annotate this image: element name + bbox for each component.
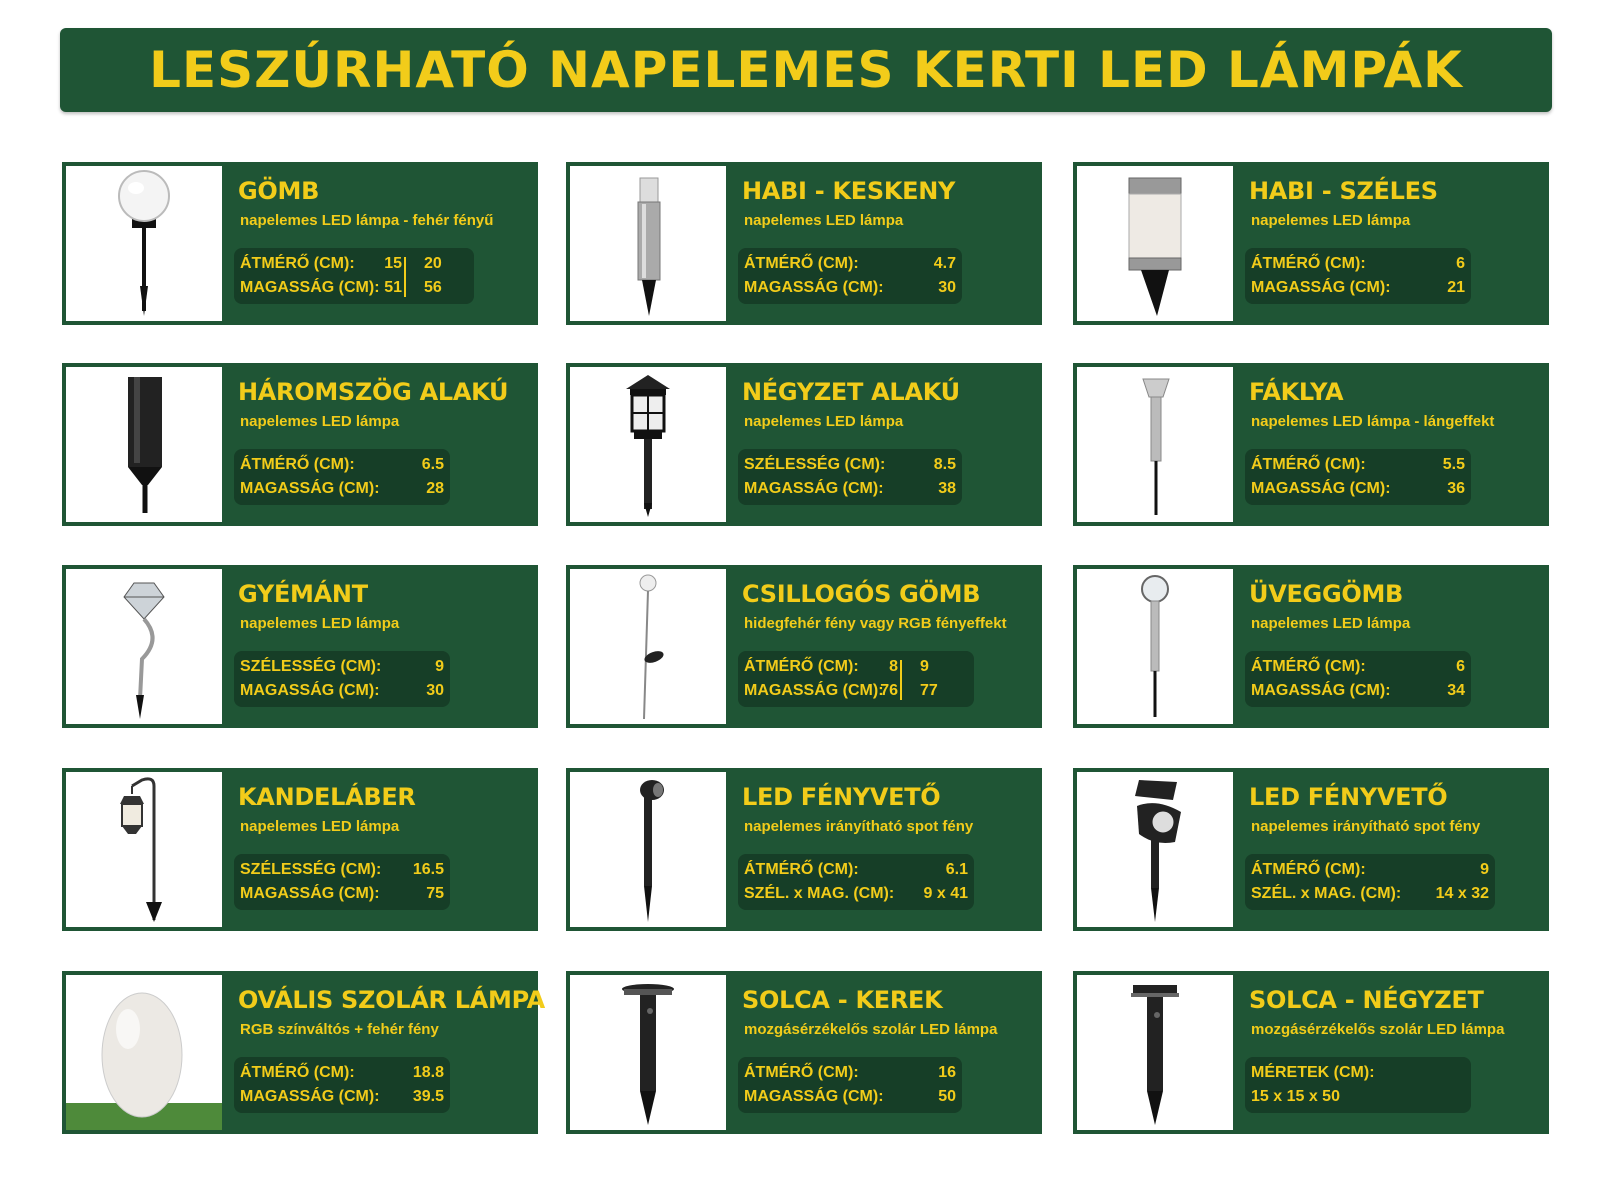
spec-label: ÁTMÉRŐ (CM):: [1251, 861, 1366, 878]
spec-value: 14 x 32: [1435, 885, 1489, 902]
spec-label: MÉRETEK (CM):: [1251, 1064, 1375, 1081]
spec-row: [744, 453, 956, 477]
product-image: [1077, 569, 1233, 724]
spec-value: 18.8: [412, 1064, 444, 1081]
product-name: LED FÉNYVETŐ: [742, 783, 941, 811]
product-card: [62, 768, 538, 931]
spec-value: 9 x 41: [923, 885, 968, 902]
spec-box: [738, 248, 962, 304]
product-card: [1073, 363, 1549, 526]
spec-row: [744, 252, 956, 276]
spec-label: ÁTMÉRŐ (CM):: [744, 255, 859, 272]
spec-value: 34: [1447, 682, 1465, 699]
product-subtitle: napelemes LED lámpa: [240, 615, 400, 632]
product-image: [1077, 367, 1233, 522]
spec-row: [1251, 477, 1465, 501]
spec-value: 30: [938, 279, 956, 296]
product-name: KANDELÁBER: [238, 783, 416, 811]
spec-label: MAGASSÁG (CM):: [240, 480, 380, 497]
spec-label: MAGASSÁG (CM):: [744, 279, 884, 296]
product-image: [570, 975, 726, 1130]
product-name: GYÉMÁNT: [238, 580, 368, 608]
product-subtitle: napelemes LED lámpa: [240, 413, 400, 430]
spec-label: ÁTMÉRŐ (CM):: [744, 1064, 859, 1081]
spec-box: [738, 449, 962, 505]
spec-row: [744, 477, 956, 501]
torch-lamp-icon: [1077, 367, 1233, 522]
spec-label: MAGASSÁG (CM):: [240, 885, 380, 902]
product-subtitle: napelemes LED lámpa - fehér fényű: [240, 212, 494, 229]
spec-label: MAGASSÁG (CM):: [240, 682, 380, 699]
round-solar-post-icon: [570, 975, 726, 1130]
spec-value: 16: [938, 1064, 956, 1081]
product-subtitle: napelemes LED lámpa: [1251, 212, 1411, 229]
spec-row: [744, 655, 968, 679]
spec-box: [1245, 1057, 1471, 1113]
product-subtitle: napelemes LED lámpa: [744, 413, 904, 430]
spec-box: [234, 651, 450, 707]
spec-value-alt: 56: [424, 279, 442, 296]
spec-label: SZÉLESSÉG (CM):: [744, 456, 886, 473]
triangle-lamp-icon: [66, 367, 222, 522]
product-card: [566, 565, 1042, 728]
product-card: [62, 363, 538, 526]
spec-value: 50: [938, 1088, 956, 1105]
spec-label: MAGASSÁG (CM):: [1251, 480, 1391, 497]
spec-value: 6.5: [421, 456, 444, 473]
spec-label: SZÉLESSÉG (CM):: [240, 658, 382, 675]
spec-row: [1251, 858, 1489, 882]
product-card: [1073, 162, 1549, 325]
spec-row: [240, 655, 444, 679]
spec-value: 75: [426, 885, 444, 902]
spec-value: 16.5: [412, 861, 444, 878]
diamond-lamp-icon: [66, 569, 222, 724]
spec-divider: [900, 660, 902, 700]
product-name: ÜVEGGÖMB: [1249, 580, 1404, 608]
spec-box: [234, 248, 474, 304]
product-subtitle: napelemes LED lámpa - lángeffekt: [1251, 413, 1495, 430]
spec-label: ÁTMÉRŐ (CM):: [240, 456, 355, 473]
spec-box: [234, 449, 450, 505]
product-subtitle: napelemes LED lámpa: [240, 818, 400, 835]
product-name: HABI - SZÉLES: [1249, 177, 1438, 205]
globe-lamp-icon: [66, 166, 222, 321]
spec-row: [744, 679, 968, 703]
spec-row: [744, 882, 968, 906]
product-name: HÁROMSZÖG ALAKÚ: [238, 378, 509, 406]
spec-value: 28: [426, 480, 444, 497]
spec-row: [1251, 276, 1465, 300]
spec-label: 15 x 15 x 50: [1251, 1088, 1340, 1105]
spec-value: 30: [426, 682, 444, 699]
spec-row: [240, 882, 444, 906]
product-card: [62, 565, 538, 728]
spec-row: [240, 679, 444, 703]
spec-row: [240, 858, 444, 882]
spec-box: [1245, 651, 1471, 707]
product-subtitle: napelemes irányítható spot fény: [744, 818, 974, 835]
spec-label: MAGASSÁG (CM):: [744, 1088, 884, 1105]
candelabra-lamp-icon: [66, 772, 222, 927]
product-image: [1077, 166, 1233, 321]
spec-row: [240, 1061, 444, 1085]
square-solar-post-icon: [1077, 975, 1233, 1130]
spec-row: [744, 276, 956, 300]
spec-value: 36: [1447, 480, 1465, 497]
spec-box: [234, 1057, 450, 1113]
spec-value: 21: [1447, 279, 1465, 296]
spec-row: [1251, 1061, 1465, 1085]
product-image: [1077, 772, 1233, 927]
spec-row: [240, 477, 444, 501]
title-banner: [60, 28, 1552, 112]
spec-label: SZÉL. x MAG. (CM):: [744, 885, 895, 902]
product-card: [62, 971, 545, 1134]
spec-value: 8.5: [933, 456, 956, 473]
spec-box: [1245, 449, 1471, 505]
product-image: [570, 569, 726, 724]
product-name: SOLCA - NÉGYZET: [1249, 986, 1484, 1014]
product-name: CSILLOGÓS GÖMB: [742, 580, 981, 608]
spotlight-panel-icon: [1077, 772, 1233, 927]
spec-row: [1251, 655, 1465, 679]
product-card: [566, 971, 1042, 1134]
spec-value: 6: [1456, 255, 1465, 272]
spec-box: [1245, 248, 1471, 304]
spec-label: ÁTMÉRŐ (CM):: [1251, 658, 1366, 675]
spec-row: [744, 1085, 956, 1109]
product-subtitle: hidegfehér fény vagy RGB fényeffekt: [744, 615, 1007, 632]
product-card: [1073, 768, 1549, 931]
spec-value: 38: [938, 480, 956, 497]
spec-label: MAGASSÁG (CM):: [240, 279, 380, 296]
product-subtitle: mozgásérzékelős szolár LED lámpa: [744, 1021, 998, 1038]
product-image: [570, 166, 726, 321]
product-image: [570, 367, 726, 522]
product-card: [566, 363, 1042, 526]
sparkle-globe-lamp-icon: [570, 569, 726, 724]
spec-value: 5.5: [1442, 456, 1465, 473]
spec-row: [240, 453, 444, 477]
spec-row: [1251, 1085, 1465, 1109]
product-image: [570, 772, 726, 927]
spec-row: [744, 1061, 956, 1085]
product-image: [66, 975, 222, 1130]
spec-label: MAGASSÁG (CM):: [744, 682, 884, 699]
wide-steel-lamp-icon: [1077, 166, 1233, 321]
product-image: [1077, 975, 1233, 1130]
spec-value: 4.7: [933, 255, 956, 272]
spec-label: MAGASSÁG (CM):: [1251, 682, 1391, 699]
lantern-lamp-icon: [570, 367, 726, 522]
product-card: [566, 162, 1042, 325]
spec-row: [240, 276, 468, 300]
spec-label: ÁTMÉRŐ (CM):: [1251, 456, 1366, 473]
product-subtitle: mozgásérzékelős szolár LED lámpa: [1251, 1021, 1505, 1038]
product-card: [1073, 565, 1549, 728]
spec-row: [1251, 882, 1489, 906]
product-subtitle: napelemes LED lámpa: [744, 212, 904, 229]
spec-value-alt: 77: [920, 682, 938, 699]
spec-box: [738, 1057, 962, 1113]
spec-row: [1251, 679, 1465, 703]
spotlight-slim-icon: [570, 772, 726, 927]
spec-value: 9: [1480, 861, 1489, 878]
spec-value: 39.5: [412, 1088, 444, 1105]
product-name: LED FÉNYVETŐ: [1249, 783, 1448, 811]
product-card: [62, 162, 538, 325]
spec-row: [1251, 453, 1465, 477]
spec-value-alt: 9: [920, 658, 929, 675]
product-subtitle: napelemes irányítható spot fény: [1251, 818, 1481, 835]
product-name: SOLCA - KEREK: [742, 986, 943, 1014]
spec-divider: [404, 257, 406, 297]
spec-box: [1245, 854, 1495, 910]
oval-egg-lamp-icon: [66, 975, 222, 1130]
spec-value: 76: [880, 682, 898, 699]
spec-label: MAGASSÁG (CM):: [240, 1088, 380, 1105]
spec-label: ÁTMÉRŐ (CM):: [240, 255, 355, 272]
spec-label: SZÉL. x MAG. (CM):: [1251, 885, 1402, 902]
spec-value-alt: 20: [424, 255, 442, 272]
spec-value: 15: [384, 255, 402, 272]
spec-value: 9: [435, 658, 444, 675]
product-name: HABI - KESKENY: [742, 177, 956, 205]
spec-row: [240, 1085, 444, 1109]
spec-label: ÁTMÉRŐ (CM):: [240, 1064, 355, 1081]
page-title: LESZÚRHATÓ NAPELEMES KERTI LED LÁMPÁK: [149, 41, 1463, 99]
spec-label: SZÉLESSÉG (CM):: [240, 861, 382, 878]
product-image: [66, 166, 222, 321]
spec-label: ÁTMÉRŐ (CM):: [744, 861, 859, 878]
spec-label: ÁTMÉRŐ (CM):: [744, 658, 859, 675]
spec-row: [744, 858, 968, 882]
spec-row: [1251, 252, 1465, 276]
slim-steel-lamp-icon: [570, 166, 726, 321]
spec-box: [738, 854, 974, 910]
product-subtitle: napelemes LED lámpa: [1251, 615, 1411, 632]
spec-label: ÁTMÉRŐ (CM):: [1251, 255, 1366, 272]
spec-value: 6.1: [945, 861, 968, 878]
product-card: [566, 768, 1042, 931]
product-image: [66, 367, 222, 522]
spec-value: 51: [384, 279, 402, 296]
spec-box: [234, 854, 450, 910]
spec-label: MAGASSÁG (CM):: [744, 480, 884, 497]
product-image: [66, 772, 222, 927]
product-card: [1073, 971, 1549, 1134]
spec-label: MAGASSÁG (CM):: [1251, 279, 1391, 296]
spec-value: 8: [889, 658, 898, 675]
product-name: NÉGYZET ALAKÚ: [742, 378, 960, 406]
product-subtitle: RGB színváltós + fehér fény: [240, 1021, 439, 1038]
spec-value: 6: [1456, 658, 1465, 675]
spec-box: [738, 651, 974, 707]
product-image: [66, 569, 222, 724]
product-name: OVÁLIS SZOLÁR LÁMPA: [238, 986, 545, 1014]
product-name: GÖMB: [238, 177, 320, 205]
product-name: FÁKLYA: [1249, 378, 1344, 406]
spec-row: [240, 252, 468, 276]
glass-globe-lamp-icon: [1077, 569, 1233, 724]
